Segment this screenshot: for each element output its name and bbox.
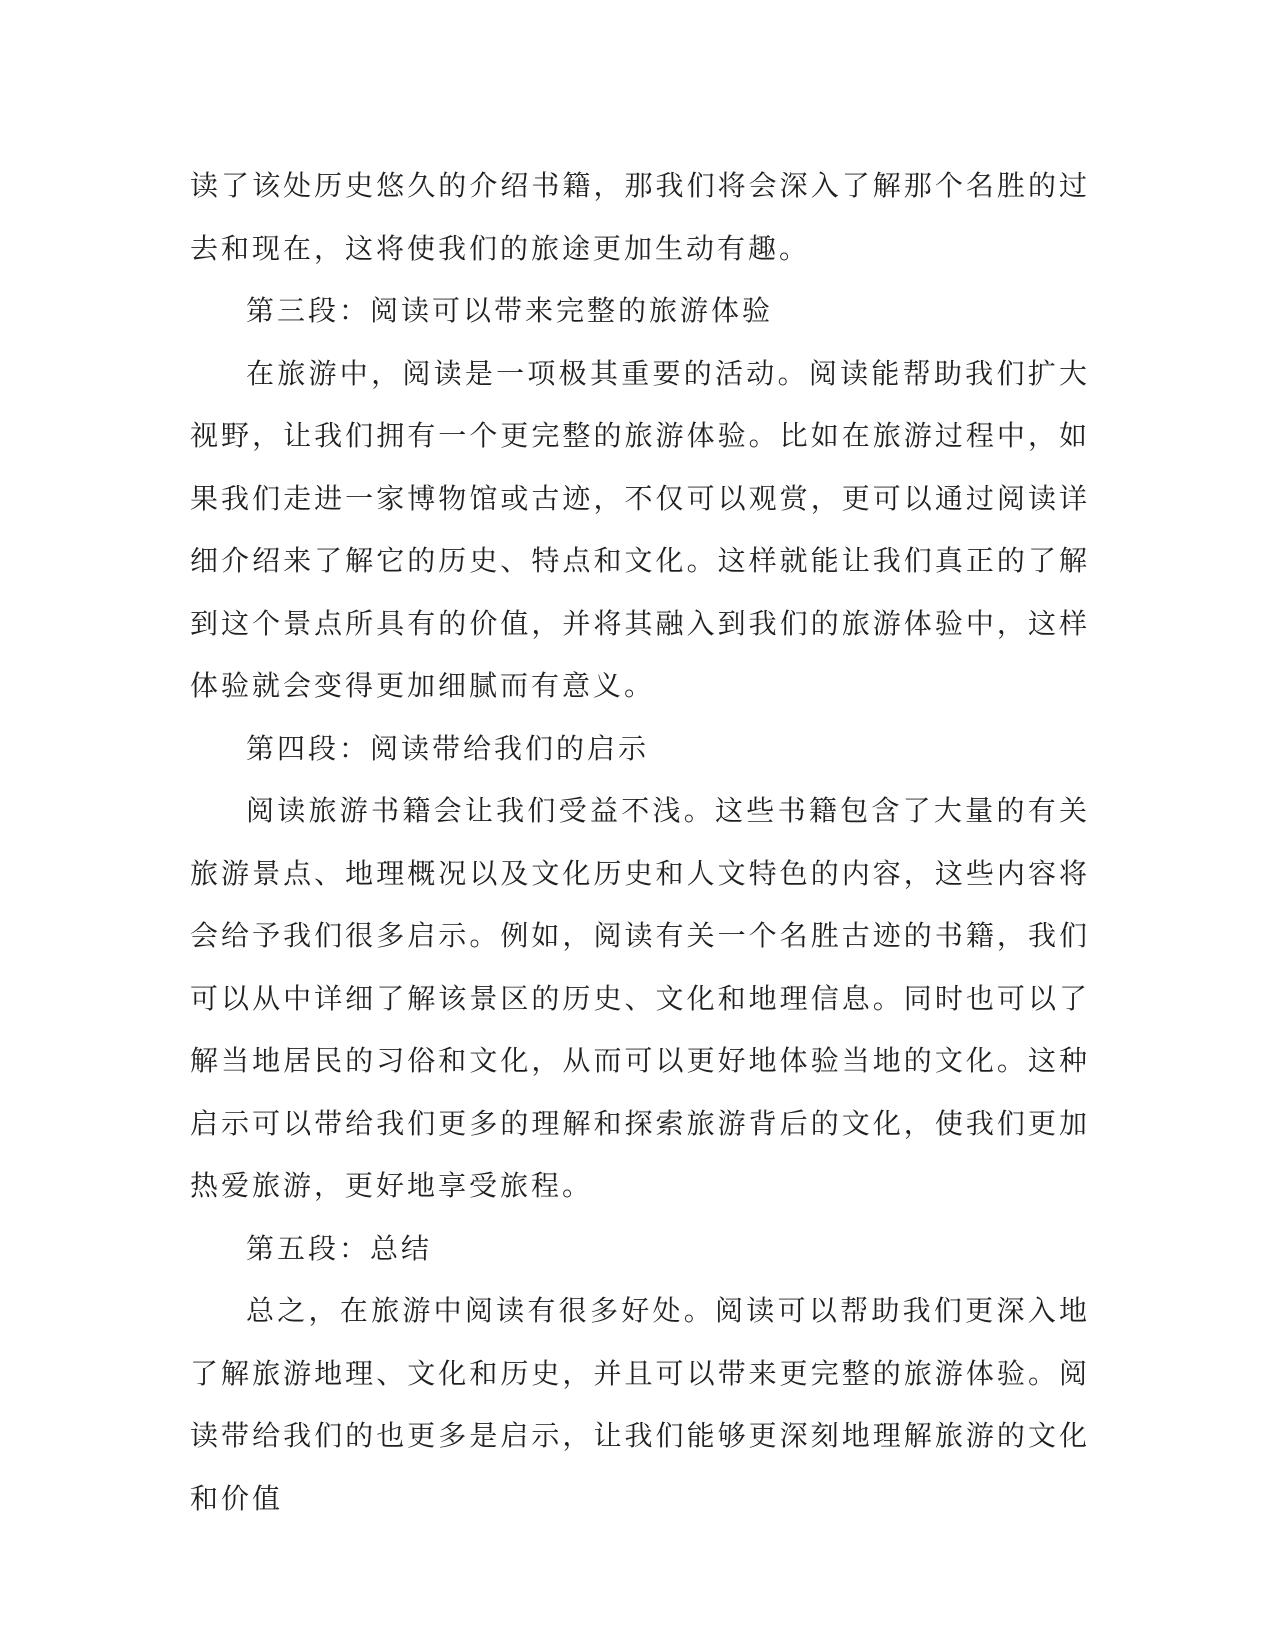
paragraph-continuation: 读了该处历史悠久的介绍书籍，那我们将会深入了解那个名胜的过去和现在，这将使我们的旅途更加生动有趣。 xyxy=(190,169,1090,265)
section-heading-4: 第四段：阅读带给我们的启示 xyxy=(246,731,650,765)
paragraph-section-4: 阅读旅游书籍会让我们受益不浅。这些书籍包含了大量的有关旅游景点、地理概况以及文化历史和人文特色的内容，这些内容将会给予我们很多启示。例如，阅读有关一个名胜古迹的书籍，我们可以从中详细了解该景区的历史、文化和地理信息。同时也可以了解当地居民的习俗和文化，从而可以更好地体验当地的文化。这种启示可以带给我们更多的理解和探索旅游背后的文化，使我们更加热爱旅游，更好地享受旅程。 xyxy=(190,794,1090,1202)
document-body xyxy=(190,155,1090,1530)
section-heading-3: 第三段：阅读可以带来完整的旅游体验 xyxy=(246,294,774,327)
section-heading-5: 第五段：总结 xyxy=(246,1231,433,1265)
paragraph-section-3: 在旅游中，阅读是一项极其重要的活动。阅读能帮助我们扩大视野，让我们拥有一个更完整的旅游体验。比如在旅游过程中，如果我们走进一家博物馆或古迹，不仅可以观赏，更可以通过阅读详细介绍来了解它的历史、特点和文化。这样就能让我们真正的了解到这个景点所具有的价值，并将其融入到我们的旅游体验中，这样体验就会变得更加细腻而有意义。 xyxy=(190,356,1090,702)
paragraph-section-5: 总之，在旅游中阅读有很多好处。阅读可以帮助我们更深入地了解旅游地理、文化和历史，并且可以带来更完整的旅游体验。阅读带给我们的也更多是启示，让我们能够更深刻地理解旅游的文化和价值 xyxy=(190,1294,1090,1515)
